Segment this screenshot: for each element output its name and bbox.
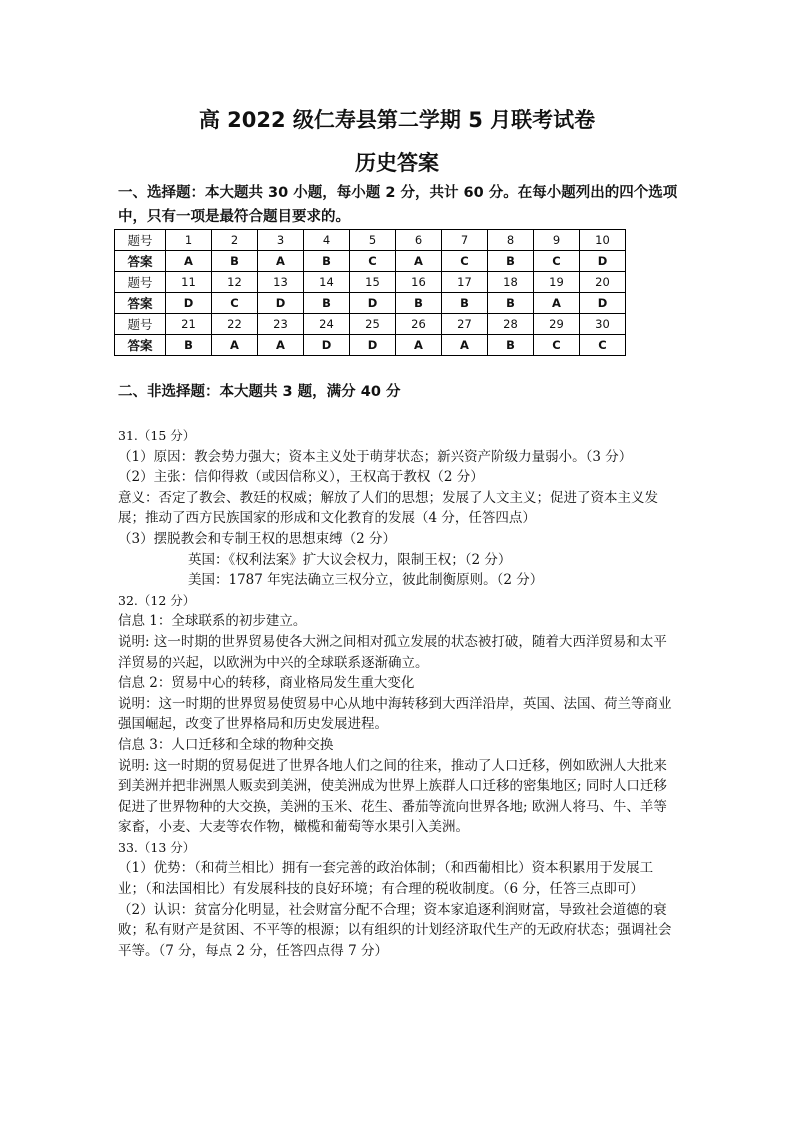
answer-line: （2）认识：贫富分化明显，社会财富分配不合理；资本家追逐利润财富，导致社会道德的衰败；私有财产是贫困、不平等的根源；以有组织的计划经济取代生产的无政府状态；强调社会平等。（7 分，每点 2 分，任答四点得 7 分）	[118, 901, 672, 959]
answer-line: 说明: 这一时期的贸易促进了世界各地人们之间的往来，推动了人口迁移，例如欧洲人大批来到美洲并把非洲黑人贩卖到美洲，使美洲成为世界上族群人口迁移的密集地区; 同时人口迁移促进了世界物种的大交换，美洲的玉米、花生、番茄等流向世界各地; 欧洲人将马、牛、羊等家畜，小麦、大麦等农作物，橄榄和葡萄等水果引入美洲。	[118, 757, 667, 836]
section-2-heading: 二、非选择题：本大题共 3 题，满分 40 分	[118, 384, 401, 400]
exam-title: 高 2022 级仁寿县第二学期 5 月联考试卷	[198, 108, 596, 132]
answer-line: 说明：这一时期的世界贸易使贸易中心从地中海转移到大西洋沿岸，英国、法国、荷兰等商业强国崛起，改变了世界格局和历史发展进程。	[118, 695, 672, 733]
answer-line: 信息 1：全球联系的初步建立。	[118, 613, 307, 630]
table-cell: C	[534, 335, 580, 356]
row-label: 答案	[115, 335, 166, 356]
table-cell: 3	[258, 230, 304, 251]
section-1-heading: 一、选择题：本大题共 30 小题，每小题 2 分，共计 60 分。在每小题列出的四个选项中，只有一项是最符合题目要求的。	[118, 185, 678, 225]
table-cell: 24	[304, 314, 350, 335]
table-cell: D	[350, 293, 396, 314]
table-cell: B	[442, 293, 488, 314]
table-cell: 12	[212, 272, 258, 293]
table-cell: D	[166, 293, 212, 314]
table-cell: A	[258, 335, 304, 356]
table-cell: 18	[488, 272, 534, 293]
table-cell: D	[350, 335, 396, 356]
answer-line: 说明: 这一时期的世界贸易使各大洲之间相对孤立发展的状态被打破，随着大西洋贸易和太平洋贸易的兴起，以欧洲为中兴的全球联系逐渐确立。	[118, 633, 667, 671]
table-cell: 23	[258, 314, 304, 335]
table-cell: 11	[166, 272, 212, 293]
table-cell: 20	[580, 272, 626, 293]
table-row-question-numbers	[115, 230, 626, 251]
table-cell: A	[396, 251, 442, 272]
answer-line: （1）原因：教会势力强大；资本主义处于萌芽状态；新兴资产阶级力量弱小。（3 分）	[118, 448, 633, 465]
row-label: 答案	[115, 251, 166, 272]
table-cell: 16	[396, 272, 442, 293]
table-cell: 30	[580, 314, 626, 335]
table-cell: 29	[534, 314, 580, 335]
table-cell: 27	[442, 314, 488, 335]
table-cell: D	[580, 251, 626, 272]
answer-line: 信息 3：人口迁移和全球的物种交换	[118, 736, 334, 753]
table-cell: 7	[442, 230, 488, 251]
table-cell: B	[212, 251, 258, 272]
table-cell: B	[488, 251, 534, 272]
table-cell: D	[580, 293, 626, 314]
table-cell: 14	[304, 272, 350, 293]
answer-table	[114, 229, 626, 356]
table-cell: 17	[442, 272, 488, 293]
row-label: 题号	[115, 230, 166, 251]
table-cell: C	[212, 293, 258, 314]
table-cell: 9	[534, 230, 580, 251]
table-cell: 25	[350, 314, 396, 335]
table-cell: A	[258, 251, 304, 272]
answer-line: 信息 2：贸易中心的转移，商业格局发生重大变化	[118, 675, 415, 692]
table-cell: 28	[488, 314, 534, 335]
answer-line: 英国：《权利法案》扩大议会权力，限制王权；（2 分）	[188, 551, 512, 568]
answer-body	[118, 426, 678, 961]
table-cell: C	[350, 251, 396, 272]
table-cell: 1	[166, 230, 212, 251]
row-label: 答案	[115, 293, 166, 314]
table-row-question-numbers	[115, 272, 626, 293]
table-cell: 10	[580, 230, 626, 251]
table-cell: A	[212, 335, 258, 356]
table-cell: B	[304, 293, 350, 314]
table-cell: A	[534, 293, 580, 314]
table-cell: C	[580, 335, 626, 356]
table-cell: B	[488, 293, 534, 314]
table-cell: 26	[396, 314, 442, 335]
answer-line: 美国：1787 年宪法确立三权分立，彼此制衡原则。（2 分）	[188, 572, 544, 589]
table-cell: A	[396, 335, 442, 356]
table-row-question-numbers	[115, 314, 626, 335]
table-cell: 6	[396, 230, 442, 251]
row-label: 题号	[115, 272, 166, 293]
table-cell: B	[488, 335, 534, 356]
table-cell: C	[534, 251, 580, 272]
row-label: 题号	[115, 314, 166, 335]
table-cell: D	[258, 293, 304, 314]
table-cell: B	[396, 293, 442, 314]
table-cell: 15	[350, 272, 396, 293]
table-row-answers	[115, 293, 626, 314]
table-cell: 22	[212, 314, 258, 335]
table-cell: 13	[258, 272, 304, 293]
exam-subtitle: 历史答案	[355, 151, 439, 175]
table-cell: A	[166, 251, 212, 272]
answer-line: （2）主张：信仰得救（或因信称义），王权高于教权（2 分）	[118, 469, 484, 486]
table-cell: 19	[534, 272, 580, 293]
table-cell: D	[304, 335, 350, 356]
table-cell: 21	[166, 314, 212, 335]
table-cell: 5	[350, 230, 396, 251]
answer-line: 意义：否定了教会、教廷的权威；解放了人们的思想；发展了人文主义；促进了资本主义发展；推动了西方民族国家的形成和文化教育的发展（4 分，任答四点）	[118, 489, 658, 527]
answer-line: （3）摆脱教会和专制王权的思想束缚（2 分）	[118, 530, 396, 547]
answer-line: 33.（13 分）	[118, 839, 196, 855]
table-row-answers	[115, 251, 626, 272]
answer-line: 32.（12 分）	[118, 592, 196, 608]
answer-line: 31.（15 分）	[118, 428, 196, 443]
table-cell: A	[442, 335, 488, 356]
table-cell: B	[304, 251, 350, 272]
table-cell: C	[442, 251, 488, 272]
table-cell: 4	[304, 230, 350, 251]
table-cell: 8	[488, 230, 534, 251]
table-cell: 2	[212, 230, 258, 251]
answer-line: （1）优势：（和荷兰相比）拥有一套完善的政治体制；（和西葡相比）资本积累用于发展工业；（和法国相比）有发展科技的良好环境；有合理的税收制度。（6 分，任答三点即可）	[118, 860, 654, 898]
table-cell: B	[166, 335, 212, 356]
table-row-answers	[115, 335, 626, 356]
